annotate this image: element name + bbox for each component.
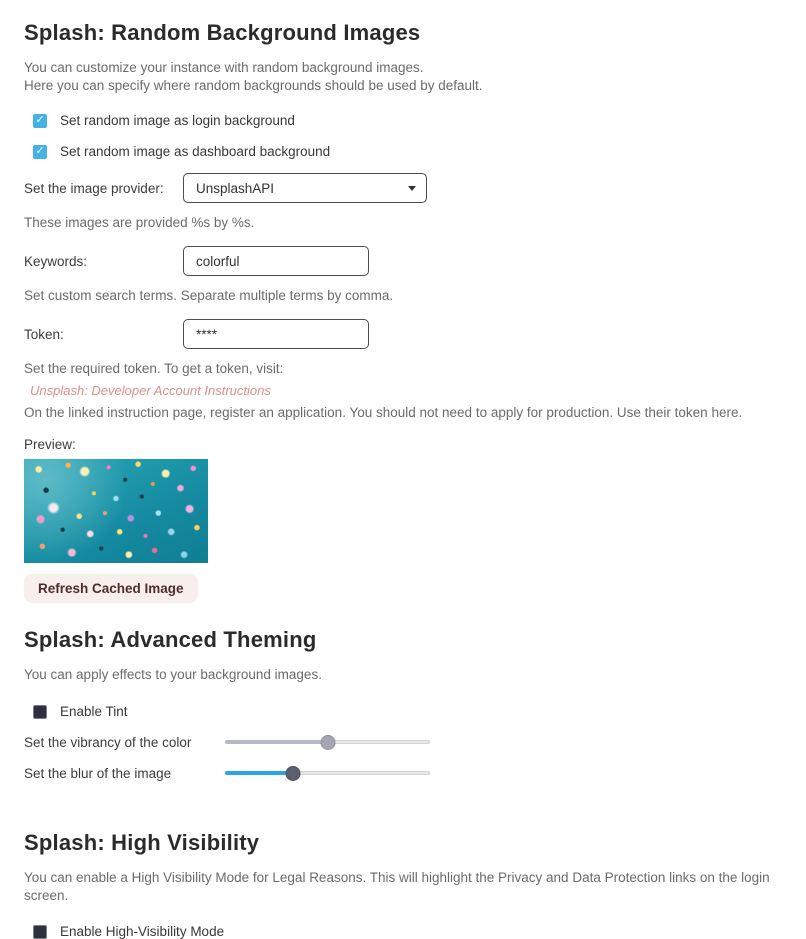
checkmark-icon: ✓ — [35, 114, 45, 126]
blur-slider[interactable] — [225, 765, 430, 781]
token-input[interactable] — [183, 319, 369, 349]
token-help: Set the required token. To get a token, visit: — [24, 361, 284, 376]
token-label: Token: — [24, 326, 64, 342]
high-visibility-description: You can enable a High Visibility Mode for Legal Reasons. This will highlight the Privacy and Data Protection links on the login screen. — [24, 870, 770, 903]
keywords-input[interactable] — [183, 246, 369, 276]
blur-slider-fill — [225, 771, 293, 775]
image-provider-label: Set the image provider: — [24, 180, 164, 196]
keywords-label: Keywords: — [24, 253, 88, 269]
background-preview-image — [24, 459, 208, 563]
enable-high-visibility-checkbox[interactable] — [33, 925, 47, 939]
token-note: On the linked instruction page, register an application. You should not need to apply for production. Use their token here. — [24, 405, 743, 420]
enable-tint-checkbox[interactable] — [33, 705, 47, 719]
enable-tint-checkbox-label[interactable]: Enable Tint — [60, 704, 128, 719]
login-background-row — [33, 113, 782, 128]
vibrancy-row — [24, 734, 782, 750]
vibrancy-slider[interactable] — [225, 734, 430, 750]
dashboard-background-checkbox[interactable] — [33, 145, 47, 159]
keywords-help: Set custom search terms. Separate multiple terms by comma. — [24, 288, 394, 303]
blur-slider-thumb[interactable] — [285, 766, 300, 781]
enable-tint-row — [33, 704, 782, 719]
vibrancy-slider-thumb[interactable] — [320, 735, 335, 750]
login-background-checkbox-label[interactable]: Set random image as login background — [60, 113, 295, 128]
enable-high-visibility-row — [33, 924, 782, 939]
random-backgrounds-title: Splash: Random Background Images — [24, 20, 421, 45]
image-provider-row — [24, 173, 782, 203]
token-link-line — [24, 382, 782, 400]
high-visibility-title: Splash: High Visibility — [24, 830, 260, 855]
image-provider-selected-value: UnsplashAPI — [196, 180, 275, 196]
login-background-checkbox[interactable] — [33, 114, 47, 128]
description-line-1: You can customize your instance with random background images. — [24, 60, 424, 75]
description-line-2: Here you can specify where random backgrounds should be used by default. — [24, 78, 483, 93]
blur-label: Set the blur of the image — [24, 765, 172, 781]
preview-label: Preview: — [24, 437, 76, 452]
image-provider-select[interactable] — [183, 173, 427, 203]
vibrancy-label: Set the vibrancy of the color — [24, 734, 192, 750]
dashboard-background-row — [33, 144, 782, 159]
unsplash-instructions-link[interactable]: Unsplash: Developer Account Instructions — [30, 383, 271, 398]
advanced-theming-description: You can apply effects to your background images. — [24, 667, 322, 682]
image-provider-help: These images are provided %s by %s. — [24, 215, 255, 230]
blur-row — [24, 765, 782, 781]
checkmark-icon: ✓ — [35, 145, 45, 157]
advanced-theming-title: Splash: Advanced Theming — [24, 627, 317, 652]
enable-high-visibility-checkbox-label[interactable]: Enable High-Visibility Mode — [60, 924, 225, 939]
keywords-row — [24, 246, 782, 276]
chevron-down-icon — [408, 186, 416, 191]
refresh-cached-image-button[interactable]: Refresh Cached Image — [24, 574, 198, 603]
token-row — [24, 319, 782, 349]
dashboard-background-checkbox-label[interactable]: Set random image as dashboard background — [60, 144, 331, 159]
vibrancy-slider-fill — [225, 740, 328, 744]
random-backgrounds-description — [24, 59, 782, 95]
